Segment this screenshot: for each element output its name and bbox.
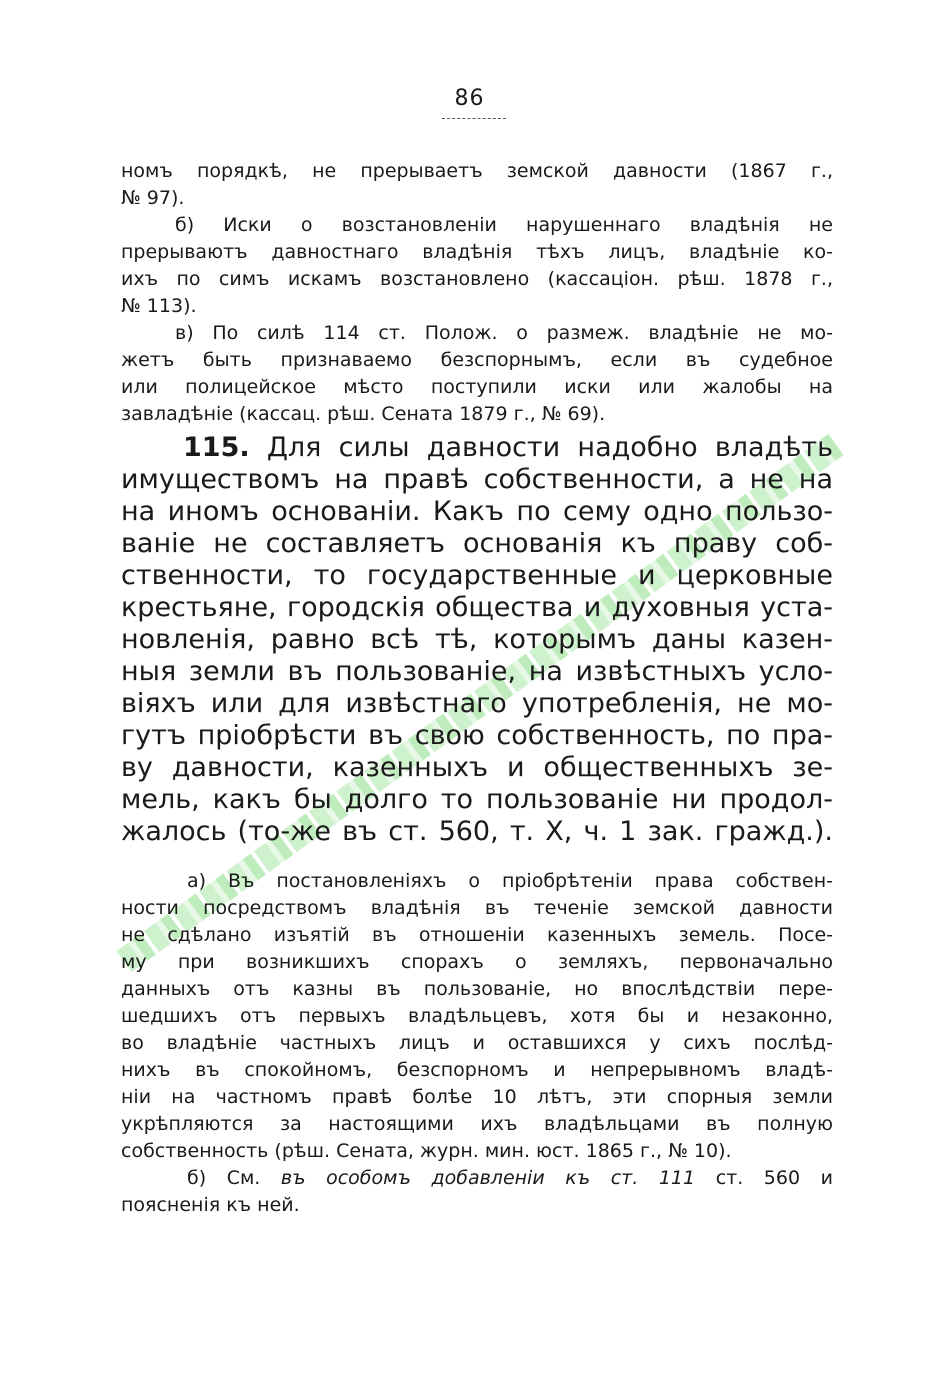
article-line: мель, какъ бы долго то пользованіе ни продол- — [121, 784, 833, 815]
article-line: жалось (то-же въ ст. 560, т. X, ч. 1 зак. гражд.). — [121, 816, 833, 847]
article-line: новленія, равно всѣ тѣ, которымъ даны казен- — [121, 624, 833, 655]
top-note-line: № 113). — [121, 295, 197, 317]
bottom-note-line: во владѣніе частныхъ лицъ и оставшихся у сихъ послѣд- — [121, 1032, 833, 1054]
note-b-prefix: б) См. — [187, 1167, 261, 1189]
bottom-note-line: нихъ въ спокойномъ, безспорномъ и непрерывномъ владѣ- — [121, 1059, 833, 1081]
top-note-line: № 97). — [121, 187, 185, 209]
bottom-note-line: ніи на частномъ правѣ болѣе 10 лѣтъ, эти спорныя земли — [121, 1086, 833, 1108]
article-first-line-text: Для силы давности надобно владѣть — [266, 432, 833, 463]
top-note-line: ихъ по симъ искамъ возстановлено (кассаціон. рѣш. 1878 г., — [121, 268, 833, 290]
article-line: имуществомъ на правѣ собственности, а не на — [121, 464, 833, 495]
top-notes — [121, 158, 833, 428]
bottom-note-line: данныхъ отъ казны въ пользованіе, но впослѣдствіи пере- — [121, 978, 833, 1000]
page-number-rule — [442, 118, 506, 119]
article-line: ныя земли въ пользованіе, на извѣстныхъ усло- — [121, 656, 833, 687]
top-note-line: в) По силѣ 114 ст. Полож. о размеж. владѣніе не мо- — [175, 322, 833, 344]
article-line: крестьяне, городскія общества и духовныя уста- — [121, 592, 833, 623]
bottom-notes — [121, 868, 833, 1219]
top-note-line: б) Иски о возстановленіи нарушеннаго владѣнія не — [175, 214, 833, 236]
article-115 — [121, 432, 833, 848]
article-line: віяхъ или для извѣстнаго употребленія, не мо- — [121, 688, 833, 719]
note-b-suffix: ст. 560 и — [715, 1167, 833, 1189]
bottom-note-line: ности посредствомъ владѣнія въ теченіе земской давности — [121, 897, 833, 919]
top-note-line: жетъ быть признаваемо безспорнымъ, если въ судебное — [121, 349, 833, 371]
article-line: ву давности, казенныхъ и общественныхъ зе- — [121, 752, 833, 783]
note-b-line — [121, 1165, 833, 1192]
bottom-note-line: собственность (рѣш. Сената, журн. мин. юст. 1865 г., № 10). — [121, 1140, 732, 1162]
article-line: гутъ пріобрѣсти въ свою собственность, по пра- — [121, 720, 833, 751]
top-note-line: прерываютъ давностнаго владѣнія тѣхъ лицъ, владѣніе ко- — [121, 241, 833, 263]
note-b-italic-ref: въ особомъ добавленіи къ ст. 111 — [280, 1167, 696, 1189]
article-line: на иномъ основаніи. Какъ по сему одно пользо- — [121, 496, 833, 527]
article-first-line — [121, 432, 833, 464]
note-b-last-line: поясненія къ ней. — [121, 1194, 300, 1216]
bottom-note-line: а) Въ постановленіяхъ о пріобрѣтеніи права собствен- — [187, 870, 833, 892]
article-number: 115. — [183, 432, 250, 463]
bottom-note-line: не сдѣлано изъятій въ отношеніи казенныхъ земель. Посе- — [121, 924, 833, 946]
page-number: 86 — [454, 86, 485, 111]
top-note-line: завладѣніе (кассац. рѣш. Сената 1879 г., № 69). — [121, 403, 606, 425]
top-note-line: или полицейское мѣсто поступили иски или жалобы на — [121, 376, 833, 398]
top-note-line: номъ порядкѣ, не прерываетъ земской давности (1867 г., — [121, 160, 833, 182]
bottom-note-line: шедшихъ отъ первыхъ владѣльцевъ, хотя бы и незаконно, — [121, 1005, 833, 1027]
bottom-note-line: укрѣпляются за настоящими ихъ владѣльцами въ полную — [121, 1113, 833, 1135]
article-line: ственности, то государственные и церковные — [121, 560, 833, 591]
article-line: ваніе не составляетъ основанія къ праву соб- — [121, 528, 833, 559]
bottom-note-line: му при возникшихъ спорахъ о земляхъ, первоначально — [121, 951, 833, 973]
